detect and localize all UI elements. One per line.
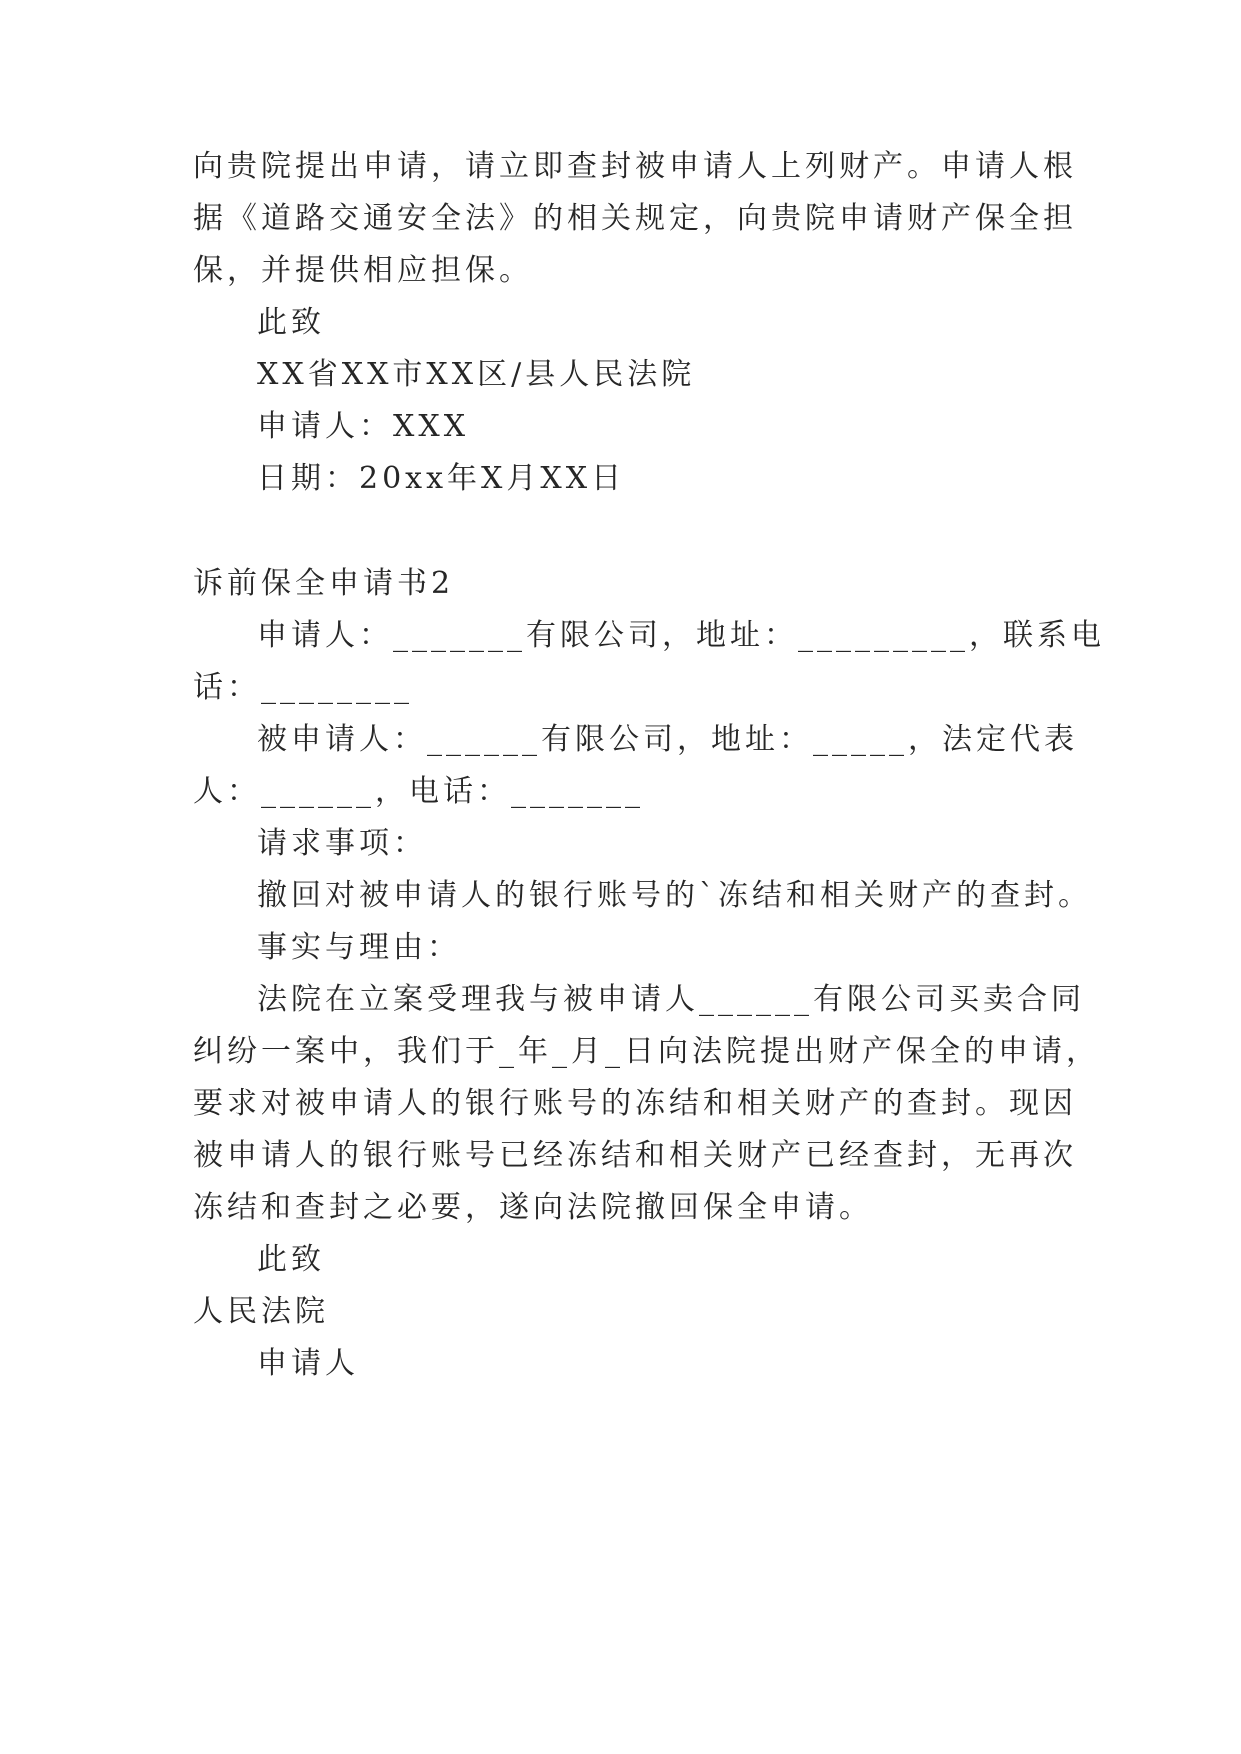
request-heading: 请求事项：: [257, 826, 427, 861]
closing-salutation: 此致: [257, 305, 325, 340]
paragraph-line: 据《道路交通安全法》的相关规定，向贵院申请财产保全担: [193, 201, 1077, 236]
facts-line: 法院在立案受理我与被申请人______有限公司买卖合同: [257, 982, 1085, 1017]
facts-heading: 事实与理由：: [257, 930, 461, 965]
facts-line: 要求对被申请人的银行账号的冻结和相关财产的查封。现因: [193, 1086, 1077, 1121]
facts-line: 纠纷一案中，我们于_年_月_日向法院提出财产保全的申请，: [193, 1034, 1100, 1069]
date-line: 日期：20xx年X月XX日: [257, 461, 626, 496]
paragraph-line: 保，并提供相应担保。: [193, 253, 533, 288]
facts-line: 被申请人的银行账号已经冻结和相关财产已经查封，无再次: [193, 1138, 1077, 1173]
paragraph-line: 向贵院提出申请，请立即查封被申请人上列财产。申请人根: [193, 149, 1077, 184]
applicant-info-cont: 话：________: [193, 670, 413, 705]
applicant-signature: 申请人：XXX: [257, 409, 470, 444]
respondent-info-cont: 人：______，电话：_______: [193, 774, 644, 809]
request-body: 撤回对被申请人的银行账号的`冻结和相关财产的查封。: [257, 878, 1092, 913]
court-name: 人民法院: [193, 1294, 329, 1329]
section-title: 诉前保全申请书2: [193, 566, 455, 601]
court-name: XX省XX市XX区/县人民法院: [257, 357, 696, 392]
closing-salutation: 此致: [257, 1242, 325, 1277]
respondent-info: 被申请人：______有限公司，地址：_____，法定代表: [257, 722, 1078, 757]
applicant-info: 申请人：_______有限公司，地址：_________，联系电: [257, 618, 1105, 653]
applicant-signature: 申请人: [257, 1346, 359, 1381]
facts-line: 冻结和查封之必要，遂向法院撤回保全申请。: [193, 1190, 873, 1225]
